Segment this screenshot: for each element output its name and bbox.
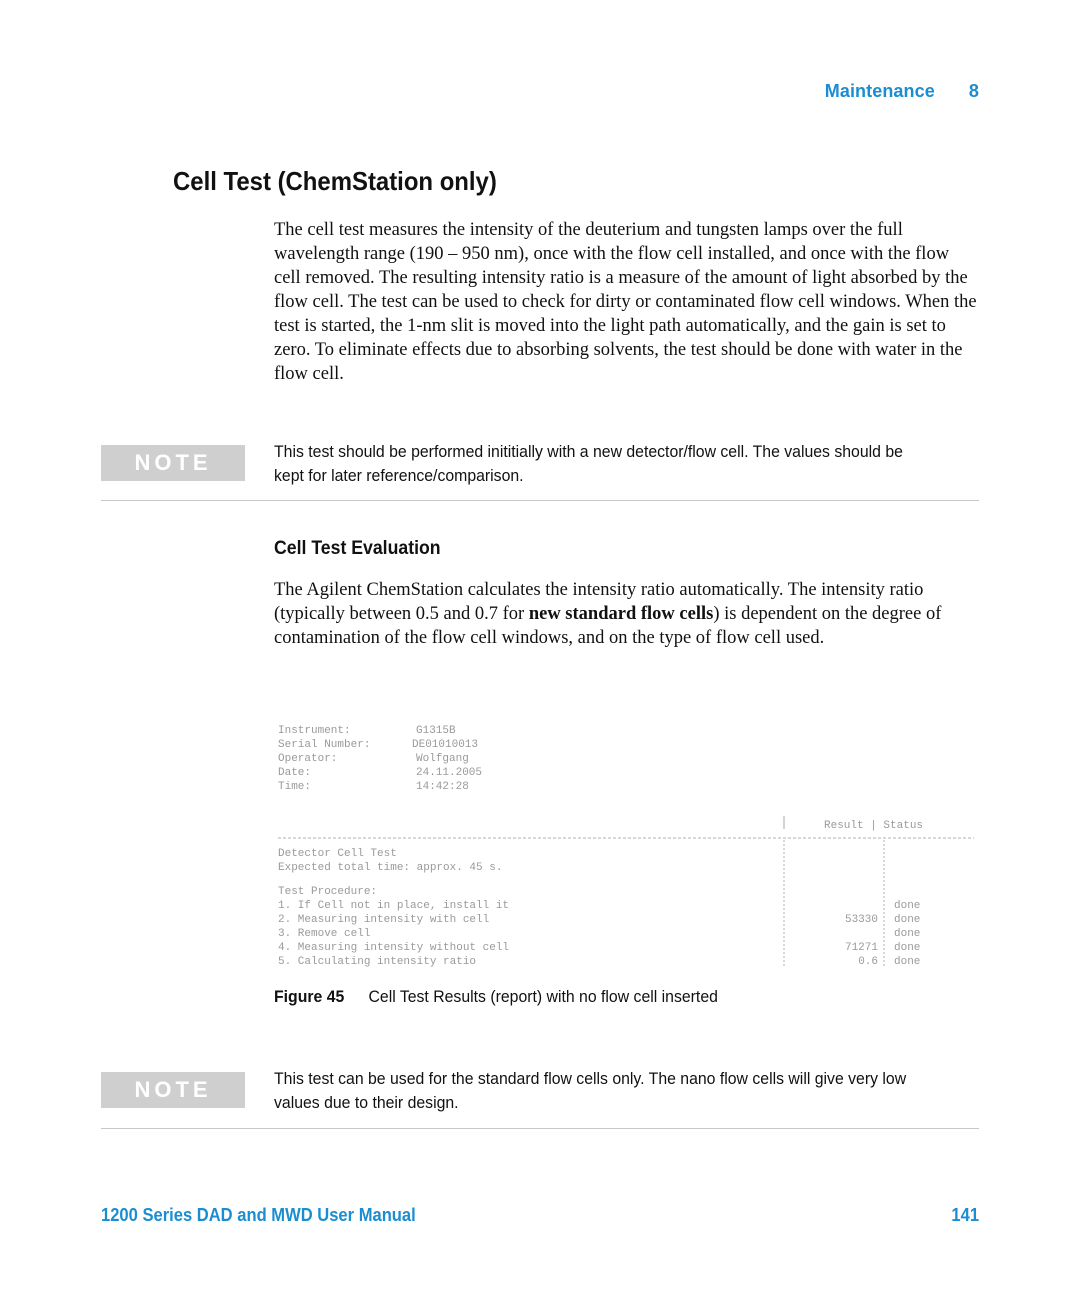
cell-test-report-figure — [274, 716, 980, 980]
step-5-result: 0.6 — [858, 956, 878, 968]
step-1-text: 1. If Cell not in place, install it — [278, 900, 510, 912]
test-procedure-label: Test Procedure: — [278, 886, 378, 898]
info-label-time: Time: — [278, 781, 312, 793]
running-header — [825, 81, 979, 102]
note-tag-2: NOTE — [101, 1072, 245, 1108]
report-column-header: Result | Status — [824, 820, 924, 832]
report-info-block — [278, 725, 482, 793]
evaluation-text-2: ) is dependent on the degree of contamination of the flow cell windows, and on the type of flow cell used. — [274, 604, 942, 648]
info-value-date: 24.11.2005 — [416, 767, 483, 779]
evaluation-text-1: The Agilent ChemStation calculates the intensity ratio automatically. The intensity ratio (typically between 0.5 and 0.7 for — [274, 580, 924, 624]
header-section: Maintenance — [824, 81, 935, 101]
info-label-serial: Serial Number: — [278, 739, 371, 751]
footer-manual-title: 1200 Series DAD and MWD User Manual — [101, 1205, 416, 1225]
test-title: Detector Cell Test — [278, 848, 397, 860]
footer-page-number: 141 — [951, 1205, 979, 1225]
info-value-time: 14:42:28 — [416, 781, 469, 793]
evaluation-bold: new standard flow cells — [528, 604, 714, 624]
figure-caption-text: Cell Test Results (report) with no flow cell inserted — [368, 987, 718, 1006]
step-3-status: done — [894, 928, 921, 940]
intro-paragraph: The cell test measures the intensity of the deuterium and tungsten lamps over the full wavelength range (190 – 950 nm), once with the flow cell installed, and once with the flow cell removed. The resulting intensity ratio is a measure of the amount of light absorbed by the flow cell. The test can be used to check for dirty or contaminated flow cell windows. When the test is started, the 1-nm slit is moved into the light path automatically, and the gain is set to zero. To eliminate effects due to absorbing solvents, the test should be done with water in the flow cell. — [274, 220, 977, 384]
section-heading: Cell Test Evaluation — [274, 538, 441, 559]
step-3-text: 3. Remove cell — [278, 928, 371, 940]
step-4-text: 4. Measuring intensity without cell — [278, 942, 510, 954]
figure-number: Figure 45 — [274, 987, 345, 1006]
info-label-operator: Operator: — [278, 753, 338, 765]
evaluation-paragraph — [274, 578, 980, 650]
step-4-result: 71271 — [844, 942, 878, 954]
step-2-status: done — [894, 914, 921, 926]
header-chapter: 8 — [968, 81, 979, 101]
step-5-status: done — [894, 956, 921, 968]
step-1-status: done — [894, 900, 921, 912]
report-test-block — [278, 848, 920, 968]
step-2-text: 2. Measuring intensity with cell — [278, 914, 490, 926]
test-expected-time: Expected total time: approx. 45 s. — [278, 862, 503, 874]
info-value-operator: Wolfgang — [416, 753, 469, 765]
step-2-result: 53330 — [844, 914, 878, 926]
step-4-status: done — [894, 942, 921, 954]
note-tag-1: NOTE — [101, 445, 245, 481]
page-title: Cell Test (ChemStation only) — [173, 166, 497, 196]
info-value-instrument: G1315B — [416, 725, 456, 737]
info-value-serial: DE01010013 — [412, 739, 479, 751]
divider-1 — [101, 500, 979, 501]
figure-caption — [274, 987, 718, 1007]
info-label-date: Date: — [278, 767, 312, 779]
info-label-instrument: Instrument: — [278, 725, 351, 737]
note-text-2: This test can be used for the standard flow cells only. The nano flow cells will give very low values due to their design. — [274, 1069, 907, 1112]
divider-2 — [101, 1128, 979, 1129]
step-5-text: 5. Calculating intensity ratio — [278, 956, 477, 968]
note-text-1: This test should be performed inititially with a new detector/flow cell. The values should be kept for later reference/comparison. — [274, 442, 903, 485]
